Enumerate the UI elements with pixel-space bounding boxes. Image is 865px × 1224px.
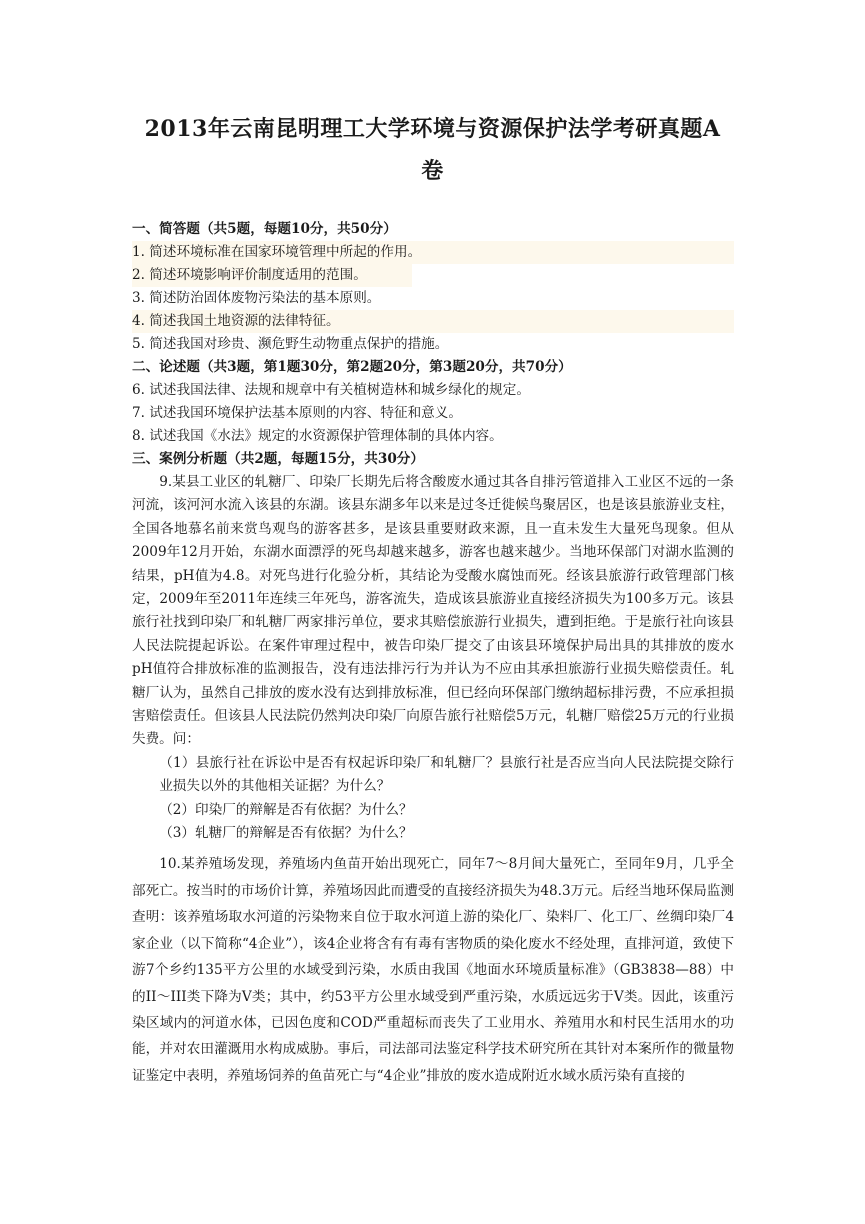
question-item: 6. 试述我国法律、法规和规章中有关植树造林和城乡绿化的规定。 bbox=[132, 382, 530, 398]
case-10-paragraph: 10.某养殖场发现，养殖场内鱼苗开始出现死亡，同年7～8月间大量死亡，至同年9月，几乎全部死亡。按当时的市场价计算，养殖场因此而遭受的直接经济损失为48.3万元。后经当地环保局监测查明：该养殖场取水河道的污染物来自位于取水河道上游的染化厂、染料厂、化工厂、丝绸印染厂4家企业（以下简称“4企业”），该4企业将含有有毒有害物质的染化废水不经处理，直排河道，致使下游7个乡约135平方公里的水域受到污染，水质由我国《地面水环境质量标准》（GB3838—88）中的II～III类下降为V类；其中，约53平方公里水域受到严重污染，水质远远劣于V类。因此，该重污染区域内的河道水体，已因色度和COD严重超标而丧失了工业用水、养殖用水和村民生活用水的功能，并对农田灌溉用水构成威胁。事后，司法部司法鉴定科学技术研究所在其针对本案所作的微量物证鉴定中表明，养殖场饲养的鱼苗死亡与“4企业”排放的废水造成附近水域水质污染有直接的 bbox=[132, 856, 734, 1084]
case-9-question-1: （1）县旅行社在诉讼中是否有权起诉印染厂和轧糖厂？县旅行社是否应当向人民法院提交除行业损失以外的其他相关证据？为什么？ bbox=[159, 754, 734, 795]
document-title bbox=[100, 108, 765, 192]
question-item: 4. 简述我国土地资源的法律特征。 bbox=[132, 310, 734, 333]
case-9-question-2: （2）印染厂的辩解是否有依据？为什么？ bbox=[159, 801, 413, 818]
document-body bbox=[132, 218, 734, 1089]
question-item: 5. 简述我国对珍贵、濒危野生动物重点保护的措施。 bbox=[132, 336, 449, 352]
section-heading-case-analysis: 三、案例分析题（共2题，每题15分，共30分） bbox=[132, 451, 424, 467]
title-line-2: 卷 bbox=[421, 158, 444, 184]
question-item: 3. 简述防治固体废物污染法的基本原则。 bbox=[132, 290, 381, 306]
case-9-question-3: （3）轧糖厂的辩解是否有依据？为什么？ bbox=[159, 825, 413, 842]
section-heading-short-answer: 一、简答题（共5题，每题10分，共50分） bbox=[132, 221, 397, 237]
question-item: 7. 试述我国环境保护法基本原则的内容、特征和意义。 bbox=[132, 405, 462, 421]
title-line-1: 2013年云南昆明理工大学环境与资源保护法学考研真题A bbox=[144, 116, 721, 142]
question-item: 1. 简述环境标准在国家环境管理中所起的作用。 bbox=[132, 241, 734, 264]
section-heading-essay: 二、论述题（共3题，第1题30分，第2题20分，第3题20分，共70分） bbox=[132, 359, 572, 375]
question-item: 2. 简述环境影响评价制度适用的范围。 bbox=[132, 264, 412, 287]
case-9-paragraph: 9.某县工业区的轧糖厂、印染厂长期先后将含酸废水通过其各自排污管道排入工业区不远的一条河流，该河河水流入该县的东湖。该县东湖多年以来是过冬迁徙候鸟聚居区，也是该县旅游业支柱，全国各地慕名前来赏鸟观鸟的游客甚多，是该县重要财政来源，且一直未发生大量死鸟现象。但从2009年12月开始，东湖水面漂浮的死鸟却越来越多，游客也越来越少。当地环保部门对湖水监测的结果，pH值为4.8。对死鸟进行化验分析，其结论为受酸水腐蚀而死。经该县旅游行政管理部门核定，2009年至2011年连续三年死鸟，游客流失，造成该县旅游业直接经济损失为100多万元。该县旅行社找到印染厂和轧糖厂两家排污单位，要求其赔偿旅游行业损失，遭到拒绝。于是旅行社向该县人民法院提起诉讼。在案件审理过程中，被告印染厂提交了由该县环境保护局出具的其排放的废水pH值符合排放标准的监测报告，没有违法排污行为并认为不应由其承担旅游行业损失赔偿责任。轧糖厂认为，虽然自己排放的废水没有达到排放标准，但已经向环保部门缴纳超标排污费，不应承担损害赔偿责任。但该县人民法院仍然判决印染厂向原告旅行社赔偿5万元，轧糖厂赔偿25万元的行业损失费。问： bbox=[132, 474, 734, 748]
question-item: 8. 试述我国《水法》规定的水资源保护管理体制的具体内容。 bbox=[132, 428, 503, 444]
